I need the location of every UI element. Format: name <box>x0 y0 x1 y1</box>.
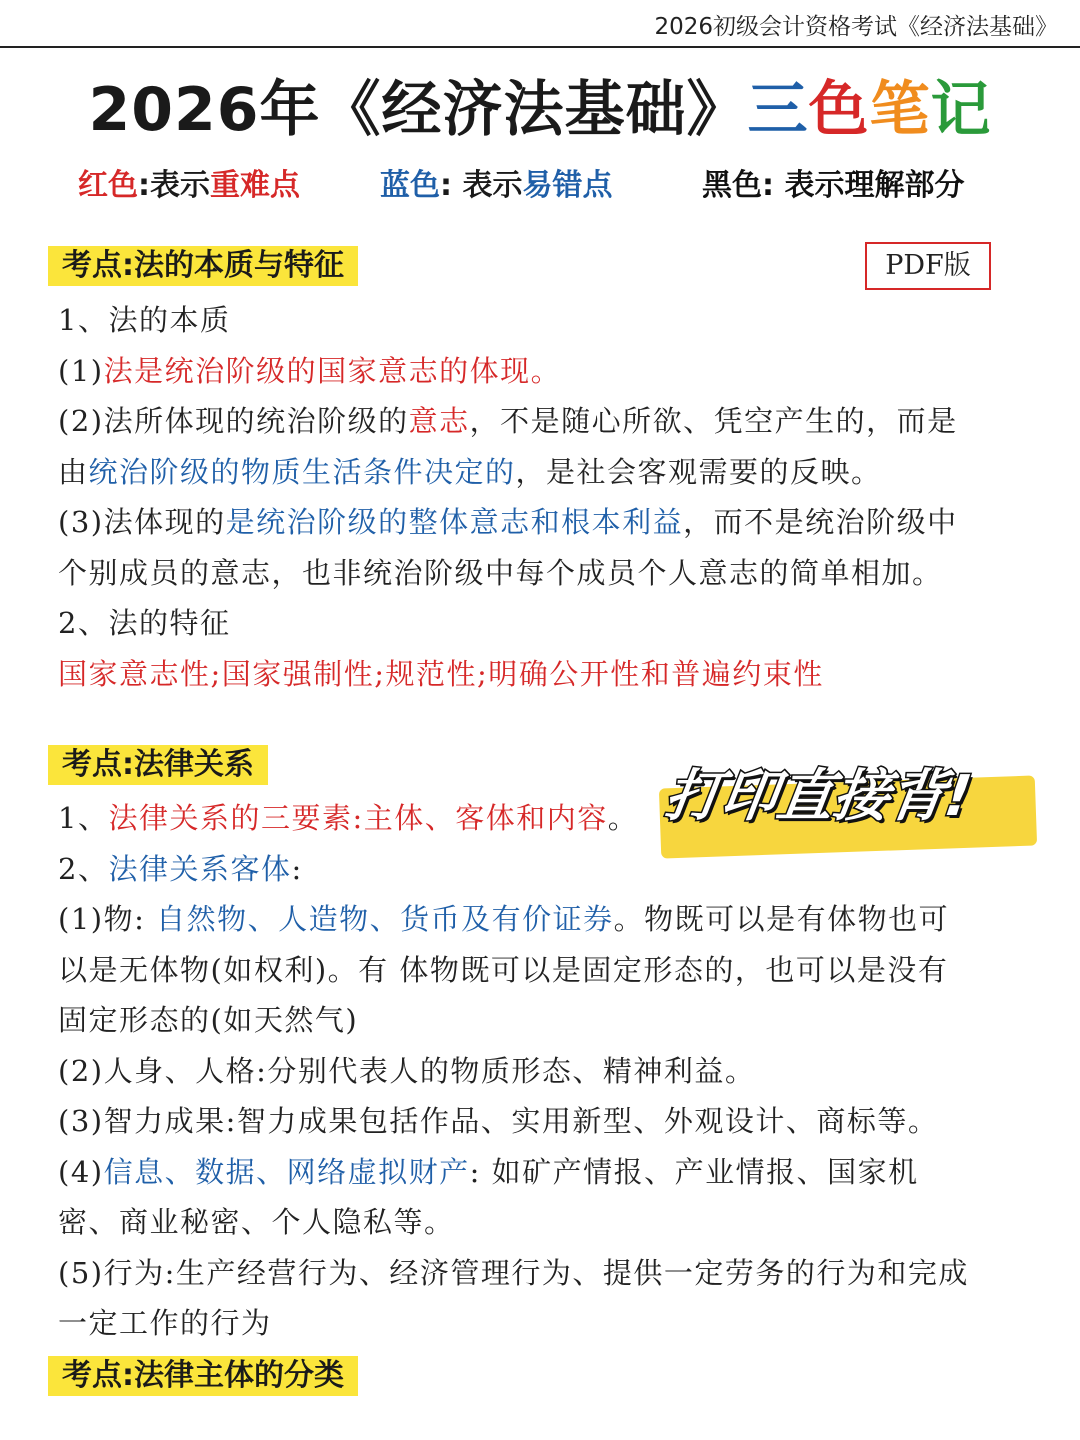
text-span: (1)物: <box>58 902 157 936</box>
text-line: (5)行为:生产经营行为、经济管理行为、提供一定劳务的行为和完成 <box>58 1256 969 1290</box>
title-main-text: 2026年《经济法基础》 <box>88 75 748 145</box>
text-line: 2、法的特征 <box>58 606 231 640</box>
legend-blue-value: 易错点 <box>522 168 613 203</box>
text-line: 国家意志性;国家强制性;规范性;明确公开性和普遍约束性 <box>58 657 824 691</box>
text-span: 2、 <box>58 852 109 886</box>
legend-blue-mid: : 表示 <box>440 168 523 203</box>
text-line <box>58 851 303 887</box>
print-sticker <box>660 752 1038 856</box>
legend-red-label: 红色 <box>78 168 138 203</box>
section-heading-subject-types: 考点:法律主体的分类 <box>48 1356 358 1396</box>
text-line: 固定形态的(如天然气) <box>58 1003 359 1037</box>
text-span: (2)法所体现的统治阶级的 <box>58 404 409 438</box>
blue-text: 统治阶级的物质生活条件决定的 <box>88 455 516 489</box>
blue-text: 法律关系客体 <box>108 852 292 886</box>
legend-black: 黑色: 表示理解部分 <box>702 168 965 203</box>
text-line: 1、法的本质 <box>58 303 231 337</box>
text-line <box>58 504 958 540</box>
sticker-text: 打印直接背! <box>660 764 976 829</box>
legend-red-value: 重难点 <box>210 168 300 203</box>
title-char-4: 记 <box>930 75 992 145</box>
text-line: 以是无体物(如权利)。有 体物既可以是固定形态的，也可以是没有 <box>58 953 949 987</box>
text-span: (3)法体现的 <box>58 505 226 539</box>
page-title <box>0 62 1080 148</box>
text-span: : <box>291 852 303 886</box>
text-line <box>58 353 561 389</box>
red-text: 意志 <box>408 404 470 438</box>
section-heading-legal-relation: 考点:法律关系 <box>48 745 268 785</box>
title-char-2: 色 <box>808 75 870 145</box>
red-text: 法律关系的三要素:主体、客体和内容 <box>108 801 608 835</box>
text-span: (1) <box>58 354 104 388</box>
blue-text: 是统治阶级的整体意志和根本利益 <box>225 505 684 539</box>
top-bar-title: 2026初级会计资格考试《经济法基础》 <box>654 14 1058 40</box>
text-span: ，是社会客观需要的反映。 <box>515 455 882 489</box>
legend-blue-label: 蓝色 <box>380 168 440 203</box>
legend-red <box>78 160 300 204</box>
text-span: (4) <box>58 1155 104 1189</box>
legend-red-mid: :表示 <box>138 168 210 203</box>
text-span: : 如矿产情报、产业情报、国家机 <box>469 1155 919 1189</box>
text-span: 1、 <box>58 801 109 835</box>
text-span: 。 <box>607 801 639 835</box>
text-span: ，而不是统治阶级中 <box>683 505 958 539</box>
text-line <box>58 800 638 836</box>
text-line: 密、商业秘密、个人隐私等。 <box>58 1205 455 1239</box>
top-bar <box>0 0 1080 48</box>
pdf-badge: PDF版 <box>865 242 991 290</box>
legend-blue <box>380 160 612 204</box>
title-char-1: 三 <box>747 75 809 145</box>
section-heading-nature: 考点:法的本质与特征 <box>48 246 358 286</box>
text-line: (3)智力成果:智力成果包括作品、实用新型、外观设计、商标等。 <box>58 1104 939 1138</box>
text-line: 一定工作的行为 <box>58 1306 272 1340</box>
text-line <box>58 1154 919 1190</box>
blue-text: 信息、数据、网络虚拟财产 <box>103 1155 470 1189</box>
text-line <box>58 403 958 439</box>
red-text: 法是统治阶级的国家意志的体现。 <box>103 354 562 388</box>
text-line <box>58 454 882 490</box>
blue-text: 自然物、人造物、货币及有价证券 <box>156 902 614 936</box>
text-line <box>58 901 949 937</box>
text-span: 由 <box>58 455 89 489</box>
text-span: 。物既可以是有体物也可 <box>613 902 950 936</box>
text-span: ，不是随心所欲、凭空产生的，而是 <box>469 404 958 438</box>
text-line: (2)人身、人格:分别代表人的物质形态、精神利益。 <box>58 1054 756 1088</box>
title-char-3: 笔 <box>869 75 931 145</box>
text-line: 个别成员的意志，也非统治阶级中每个成员个人意志的简单相加。 <box>58 556 943 590</box>
